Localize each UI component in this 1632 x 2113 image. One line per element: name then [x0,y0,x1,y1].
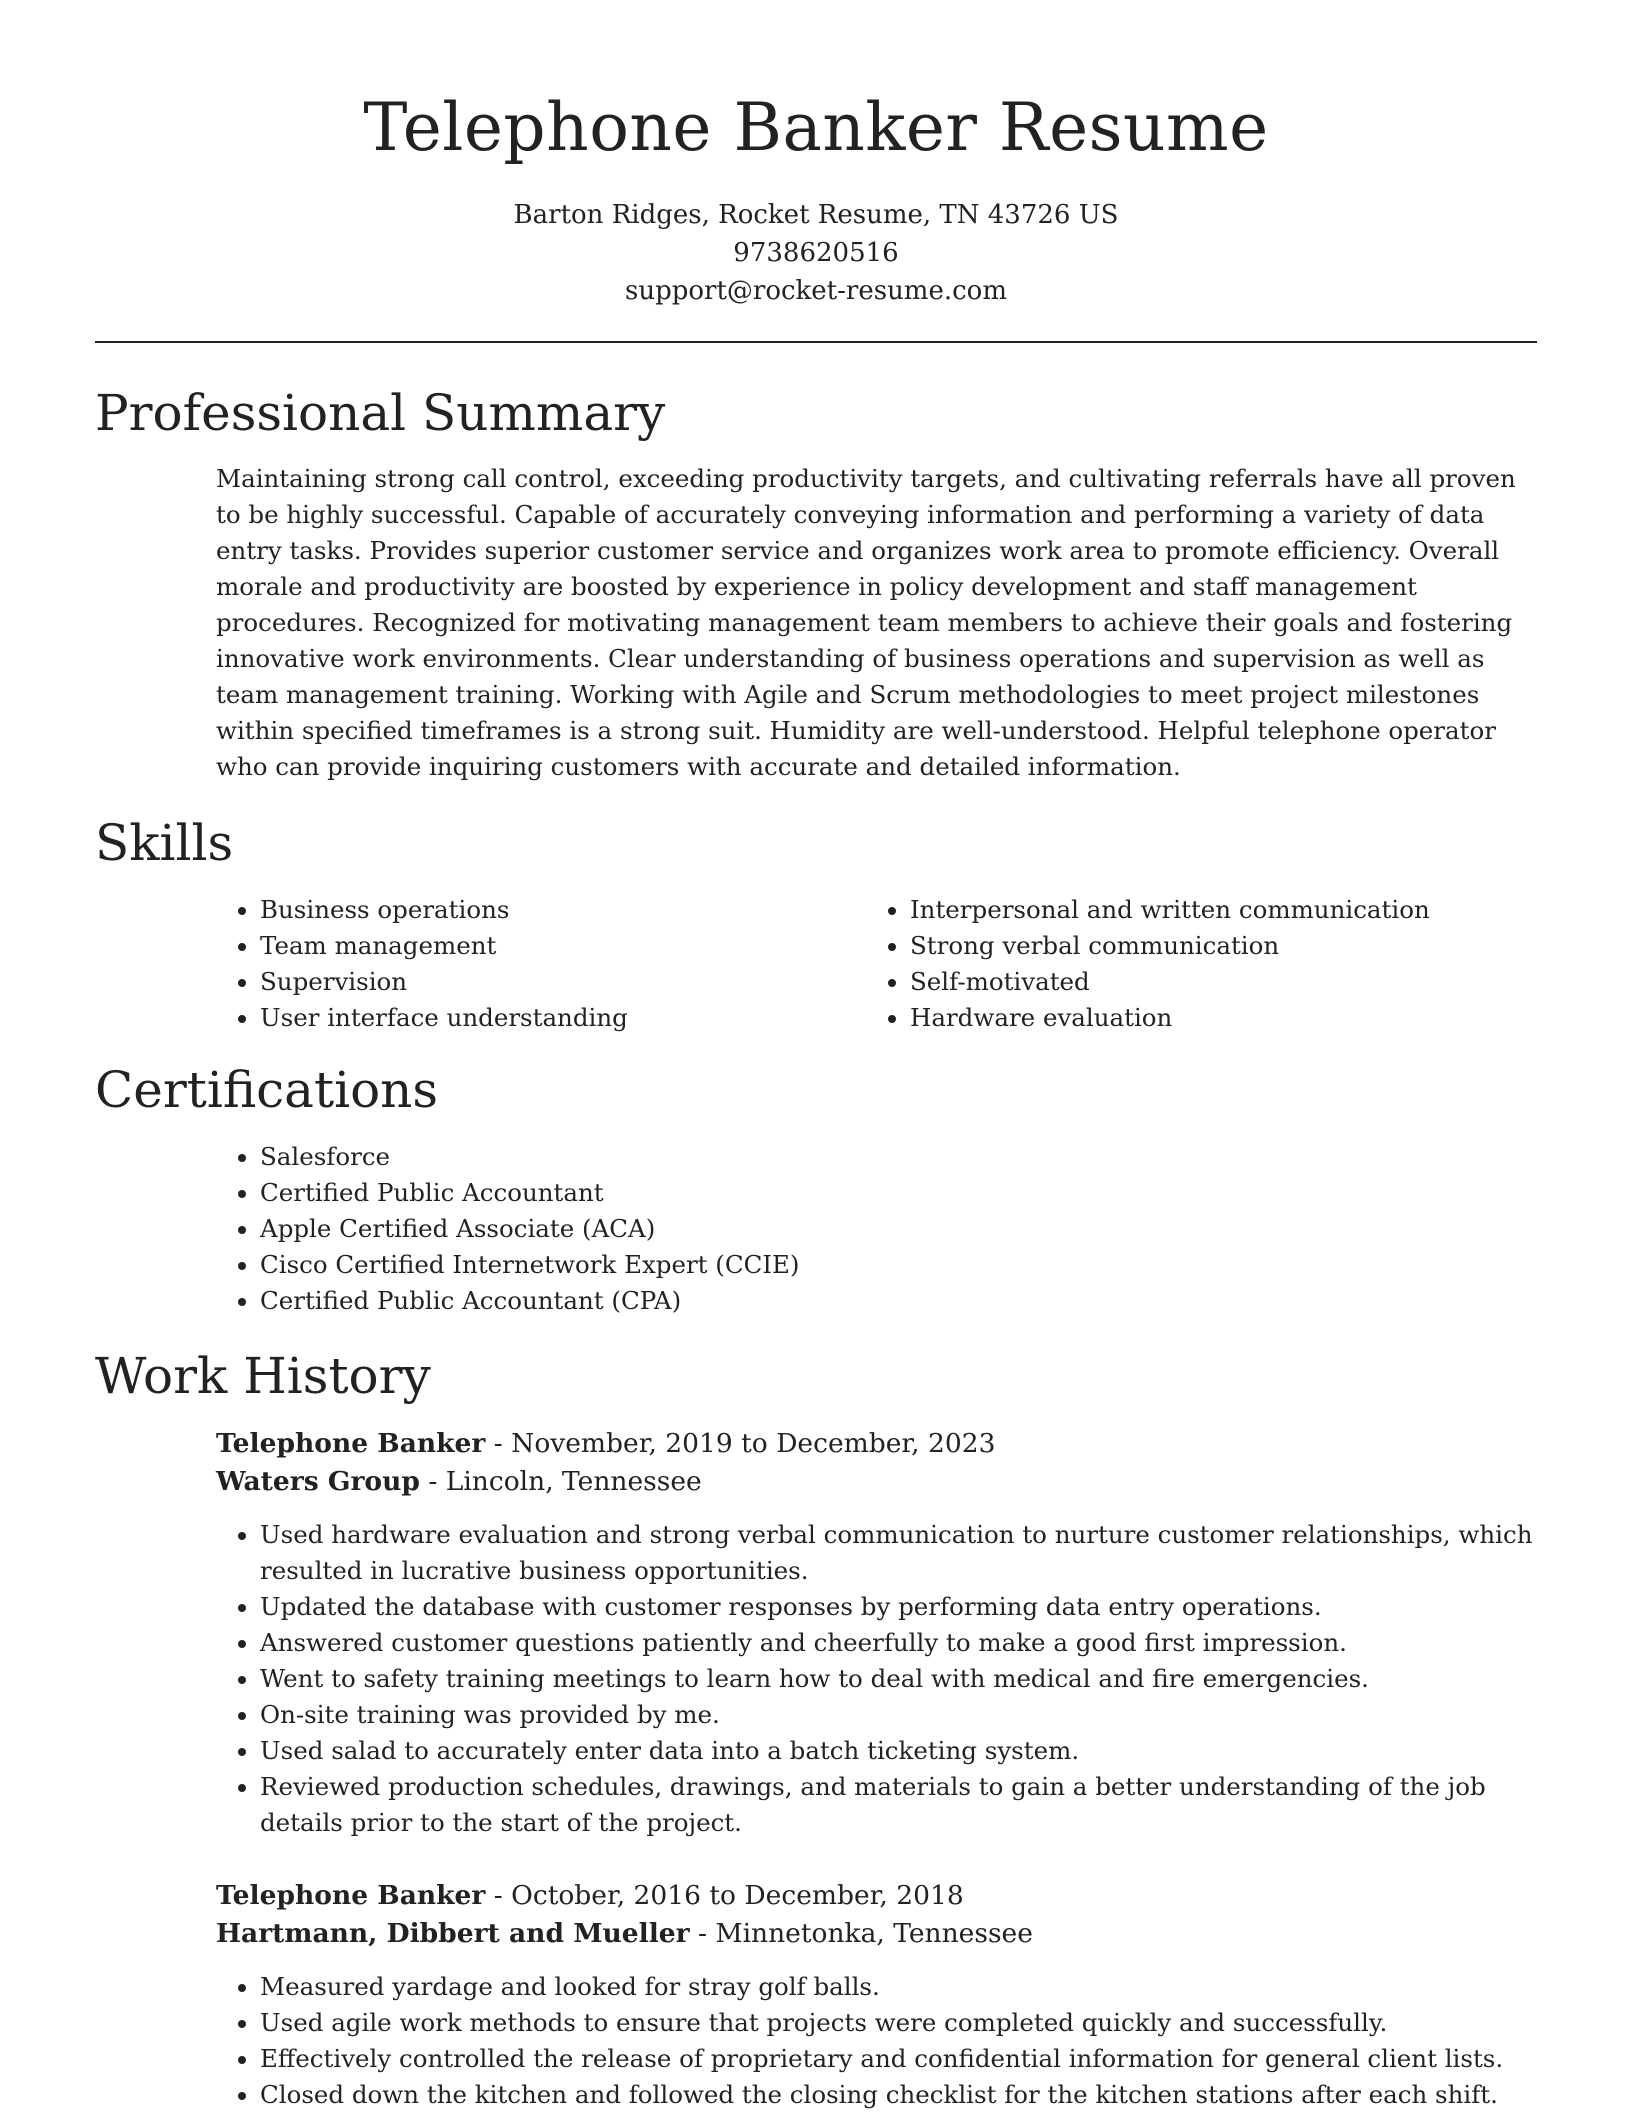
list-item: • Supervision [260,964,836,1000]
job-entry [216,1877,1536,2113]
list-item: • Went to safety training meetings to learn how to deal with medical and fire emergencies. [260,1661,1536,1697]
list-item: • Measured yardage and looked for stray golf balls. [260,1969,1536,2005]
job-location: Minnetonka, Tennessee [715,1918,1033,1949]
list-item: • Certified Public Accountant (CPA) [260,1283,1536,1319]
header-divider [95,341,1537,343]
contact-info [95,196,1537,310]
list-item: • Team management [260,928,836,964]
skills-heading: Skills [95,814,234,872]
job-title: Telephone Banker [216,1428,486,1459]
work-history-heading: Work History [95,1347,431,1405]
job-dates: October, 2016 to December, 2018 [511,1880,964,1911]
list-item: • Certified Public Accountant [260,1175,1536,1211]
job-title-line: Telephone Banker - October, 2016 to December, 2018 [216,1880,964,1911]
list-item: • Effectively controlled the release of proprietary and confidential information for general client lists. [260,2041,1536,2077]
certifications-list [216,1139,1536,1319]
certifications-block [216,1139,1536,1319]
list-item: • Self-motivated [910,964,1486,1000]
certifications-heading: Certifications [95,1061,439,1119]
summary-text: Maintaining strong call control, exceeding productivity targets, and cultivating referrals have all proven to be highly successful. Capable of accurately conveying information and performing a variety of data entry tasks. Provides superior customer service and organizes work area to promote efficiency. Overall morale and productivity are boosted by experience in policy development and staff management procedures. Recognized for motivating management team members to achieve their goals and fostering innovative work environments. Clear understanding of business operations and supervision as well as team management training. Working with Agile and Scrum methodologies to meet project milestones within specified timeframes is a strong suit. Humidity are well-understood. Helpful telephone operator who can provide inquiring customers with accurate and detailed information. [216,464,1516,781]
job-entry [216,1425,1536,1841]
job-location: Lincoln, Tennessee [445,1466,702,1497]
list-item: • Used salad to accurately enter data into a batch ticketing system. [260,1733,1536,1769]
job-bullets [216,1969,1536,2113]
resume-header [95,80,1537,310]
phone: 9738620516 [733,238,899,268]
job-company-line: Waters Group - Lincoln, Tennessee [216,1466,702,1497]
resume-title: Telephone Banker Resume [363,89,1269,166]
list-item: • Business operations [260,892,836,928]
summary-heading: Professional Summary [95,384,666,442]
skills-left-column [216,892,836,1036]
email: support@rocket-resume.com [624,276,1007,306]
list-item: • Reviewed production schedules, drawings, and materials to gain a better understanding of the job details prior to the start of the project. [260,1769,1536,1841]
job-dates: November, 2019 to December, 2023 [511,1428,996,1459]
job-company: Hartmann, Dibbert and Mueller [216,1918,690,1949]
job-title-line: Telephone Banker - November, 2019 to December, 2023 [216,1428,996,1459]
list-item: • Strong verbal communication [910,928,1486,964]
address: Barton Ridges, Rocket Resume, TN 43726 US [513,200,1119,230]
list-item: • Cisco Certified Internetwork Expert (CCIE) [260,1247,1536,1283]
list-item: • Updated the database with customer responses by performing data entry operations. [260,1589,1536,1625]
list-item: • Answered customer questions patiently and cheerfully to make a good first impression. [260,1625,1536,1661]
job-bullets [216,1517,1536,1841]
list-item: • User interface understanding [260,1000,836,1036]
skills-right-list [866,892,1486,1036]
job-company: Waters Group [216,1466,420,1497]
list-item: • Interpersonal and written communication [910,892,1486,928]
job-company-line: Hartmann, Dibbert and Mueller - Minnetonka, Tennessee [216,1918,1033,1949]
list-item: • Hardware evaluation [910,1000,1486,1036]
list-item: • Salesforce [260,1139,1536,1175]
list-item: • Closed down the kitchen and followed the closing checklist for the kitchen stations after each shift. [260,2077,1536,2113]
skills-left-list [216,892,836,1036]
list-item: • On-site training was provided by me. [260,1697,1536,1733]
list-item: • Apple Certified Associate (ACA) [260,1211,1536,1247]
list-item: • Used hardware evaluation and strong verbal communication to nurture customer relationships, which resulted in lucrative business opportunities. [260,1517,1536,1589]
list-item: • Used agile work methods to ensure that projects were completed quickly and successfully. [260,2005,1536,2041]
job-title: Telephone Banker [216,1880,486,1911]
skills-right-column [866,892,1486,1036]
